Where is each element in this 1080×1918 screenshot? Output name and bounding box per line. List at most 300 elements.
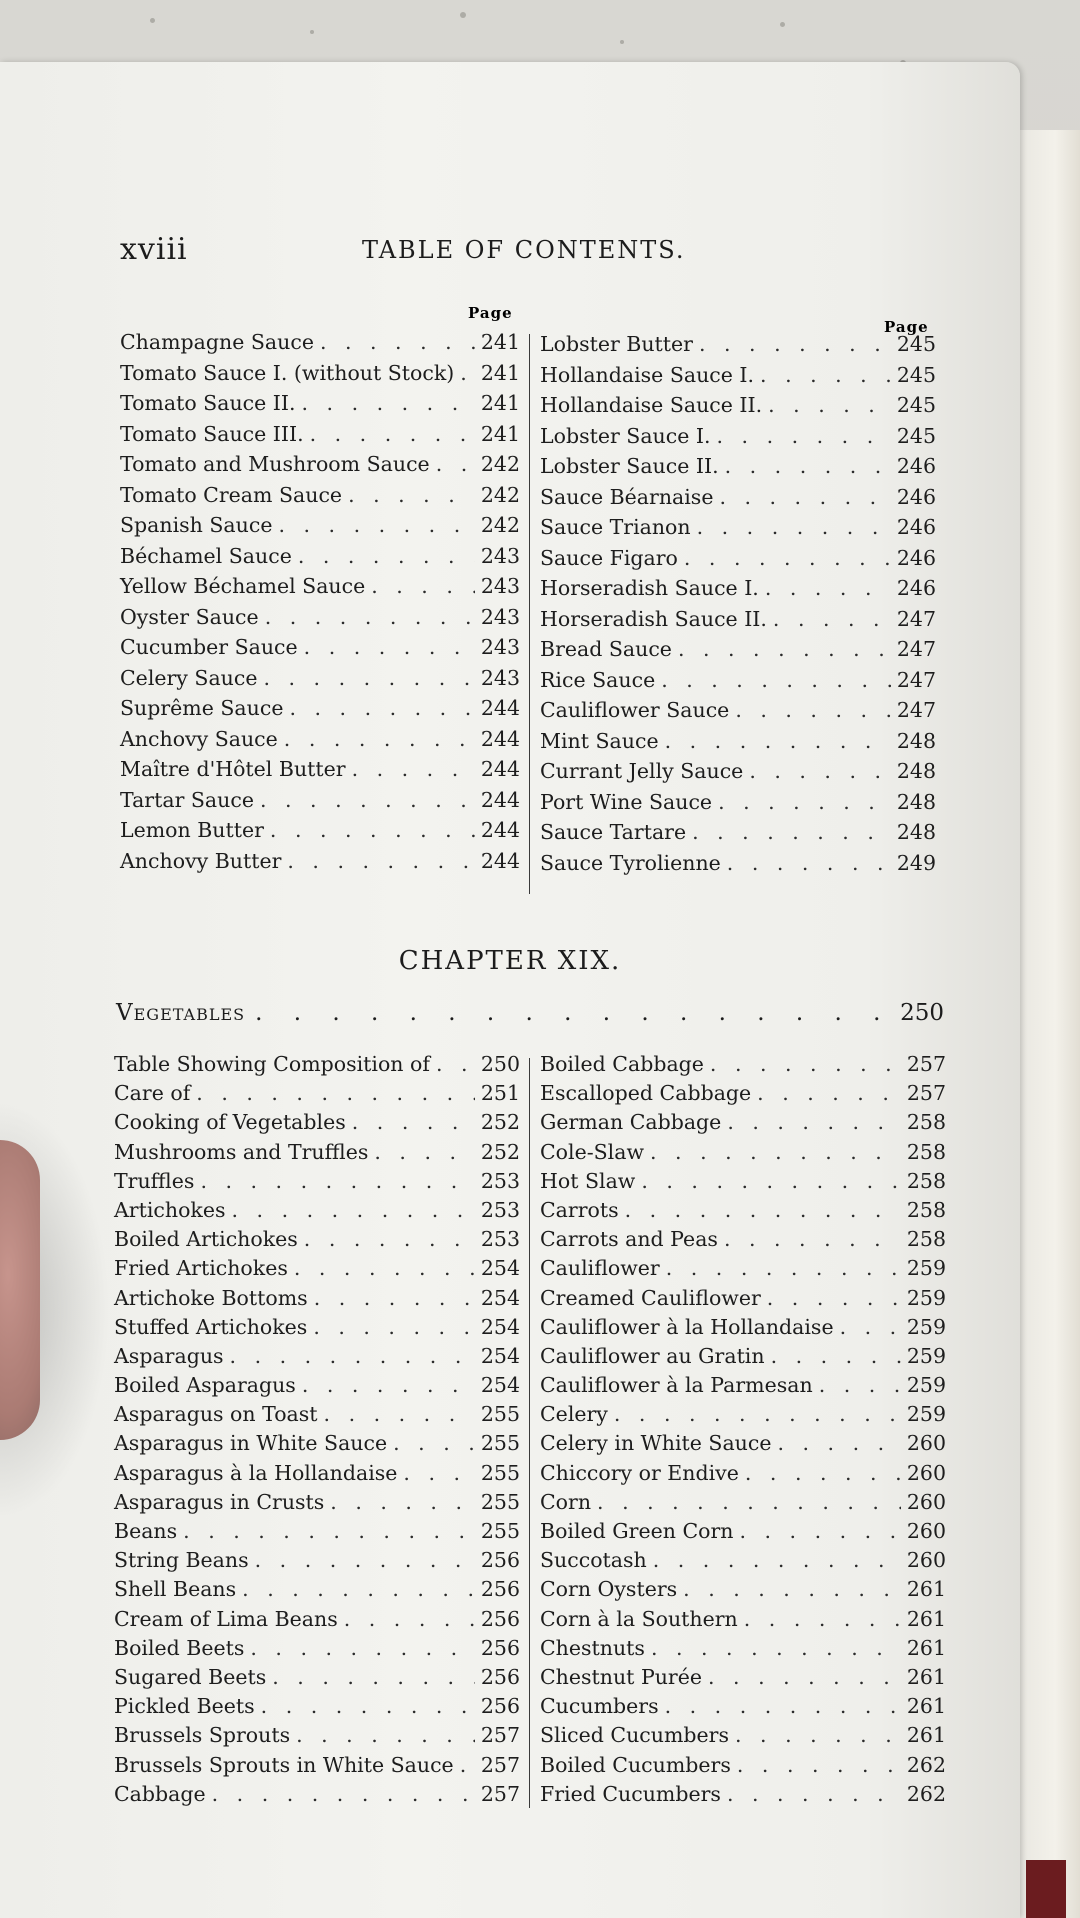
entry-page-number: 258 — [906, 1139, 946, 1164]
speckle — [150, 18, 155, 23]
toc-entry — [540, 1723, 946, 1752]
entry-title: Fried Artichokes — [114, 1256, 288, 1281]
toc-entry — [540, 1198, 946, 1227]
toc-entry — [540, 1169, 946, 1198]
leader-dots — [374, 1140, 474, 1164]
book-cover-edge — [1026, 1860, 1066, 1918]
entry-title: Carrots and Peas — [540, 1227, 718, 1252]
entry-page-number: 261 — [906, 1577, 946, 1602]
entry-title: Rice Sauce — [540, 667, 656, 692]
entry-title: Sauce Figaro — [540, 545, 678, 570]
entry-title: Maître d'Hôtel Butter — [120, 757, 346, 781]
contents-list-sauces-right — [540, 332, 936, 881]
entry-title: Asparagus in White Sauce — [114, 1431, 388, 1456]
toc-entry — [540, 1607, 946, 1636]
leader-dots — [263, 666, 474, 690]
entry-page-number: 248 — [896, 728, 936, 753]
toc-entry — [120, 452, 520, 483]
entry-page-number: 247 — [896, 667, 936, 692]
toc-entry — [120, 574, 520, 605]
toc-entry — [114, 1110, 520, 1139]
entry-page-number: 246 — [896, 576, 936, 600]
entry-page-number: 257 — [480, 1752, 520, 1777]
entry-page-number: 242 — [480, 482, 520, 507]
entry-page-number: 241 — [480, 391, 520, 415]
toc-entry — [114, 1198, 520, 1227]
leader-dots — [614, 1402, 901, 1426]
entry-title: Port Wine Sauce — [540, 789, 713, 814]
entry-page-number: 261 — [906, 1635, 946, 1660]
entry-page-number: 261 — [906, 1723, 946, 1748]
entry-title: Cauliflower — [540, 1256, 660, 1281]
entry-title: Oyster Sauce — [120, 604, 259, 629]
entry-page-number: 245 — [896, 393, 936, 417]
toc-entry — [114, 1782, 520, 1811]
entry-page-number: 246 — [896, 515, 936, 539]
entry-title: Lemon Butter — [120, 818, 264, 842]
entry-page-number: 252 — [480, 1139, 520, 1164]
chapter-heading: Vegetables — [116, 1000, 246, 1026]
toc-entry — [114, 1431, 520, 1460]
entry-page-number: 259 — [906, 1343, 946, 1368]
entry-title: Boiled Beets — [114, 1635, 245, 1660]
entry-title: Mushrooms and Truffles — [114, 1139, 369, 1164]
toc-entry — [540, 729, 936, 760]
entry-title: Horseradish Sauce I. — [540, 576, 759, 600]
toc-entry — [114, 1052, 520, 1081]
page-column-label-left: Page — [468, 304, 513, 322]
entry-title: Hot Slaw — [540, 1168, 636, 1193]
leader-dots — [724, 1227, 901, 1251]
entry-title: Hollandaise Sauce I. — [540, 362, 755, 387]
toc-entry — [540, 1461, 946, 1490]
toc-entry — [540, 332, 936, 363]
entry-page-number: 257 — [906, 1081, 946, 1106]
toc-entry — [540, 1753, 946, 1782]
leader-dots — [773, 607, 891, 631]
entry-page-number: 259 — [906, 1285, 946, 1310]
leader-dots — [661, 668, 891, 692]
entry-page-number: 256 — [480, 1635, 520, 1660]
entry-title: Yellow Béchamel Sauce — [120, 574, 366, 598]
leader-dots — [710, 1052, 901, 1076]
entry-title: Shell Beans — [114, 1577, 237, 1602]
entry-page-number: 255 — [480, 1402, 520, 1427]
leader-dots — [767, 1286, 901, 1310]
leader-dots — [719, 485, 890, 509]
leader-dots — [708, 1665, 901, 1689]
entry-title: Corn Oysters — [540, 1577, 678, 1602]
entry-page-number: 254 — [480, 1256, 520, 1281]
speckle — [310, 30, 314, 34]
entry-page-number: 246 — [896, 545, 936, 570]
entry-title: Boiled Artichokes — [114, 1227, 298, 1252]
entry-title: Cooking of Vegetables — [114, 1110, 346, 1135]
leader-dots — [737, 1753, 901, 1777]
toc-entry — [540, 1344, 946, 1373]
toc-entry — [120, 330, 520, 361]
toc-entry — [540, 363, 936, 394]
toc-entry — [540, 1577, 946, 1606]
entry-title: Sauce Tyrolienne — [540, 850, 721, 875]
toc-entry — [540, 1782, 946, 1811]
entry-page-number: 246 — [896, 454, 936, 478]
toc-entry — [540, 1519, 946, 1548]
entry-page-number: 244 — [480, 787, 520, 812]
column-divider — [529, 1058, 530, 1808]
leader-dots — [314, 1286, 475, 1310]
entry-title: Anchovy Sauce — [120, 726, 278, 751]
leader-dots — [650, 1140, 901, 1164]
entry-title: Asparagus à la Hollandaise — [114, 1460, 398, 1485]
toc-entry — [540, 1431, 946, 1460]
entry-page-number: 243 — [480, 604, 520, 629]
toc-entry — [540, 515, 936, 546]
toc-entry — [540, 454, 936, 485]
entry-title: Lobster Sauce II. — [540, 454, 719, 478]
entry-title: Cauliflower Sauce — [540, 698, 730, 722]
entry-title: Celery — [540, 1402, 608, 1427]
chapter-title: CHAPTER XIX. — [398, 946, 622, 976]
leader-dots — [771, 1344, 901, 1368]
leader-dots — [348, 483, 475, 507]
entry-page-number: 247 — [896, 637, 936, 661]
entry-title: Cucumber Sauce — [120, 635, 298, 659]
entry-page-number: 259 — [906, 1256, 946, 1281]
toc-entry — [540, 698, 936, 729]
leader-dots — [313, 1315, 475, 1339]
leader-dots — [352, 1110, 475, 1134]
toc-entry — [540, 1402, 946, 1431]
entry-page-number: 261 — [906, 1694, 946, 1719]
toc-entry — [114, 1140, 520, 1169]
toc-entry — [120, 361, 520, 392]
toc-entry — [540, 1110, 946, 1139]
toc-entry — [540, 1052, 946, 1081]
entry-page-number: 259 — [906, 1402, 946, 1427]
toc-entry — [540, 1490, 946, 1519]
entry-page-number: 249 — [896, 850, 936, 875]
entry-page-number: 258 — [906, 1227, 946, 1252]
toc-entry — [120, 422, 520, 453]
leader-dots — [735, 698, 891, 722]
toc-entry — [540, 393, 936, 424]
leader-dots — [298, 544, 475, 568]
entry-title: Sliced Cucumbers — [540, 1723, 729, 1748]
leader-dots — [371, 574, 475, 598]
leader-dots — [230, 1344, 475, 1368]
entry-page-number: 244 — [480, 757, 520, 781]
leader-dots — [665, 729, 891, 753]
toc-entry — [540, 607, 936, 638]
entry-page-number: 252 — [480, 1110, 520, 1135]
toc-entry — [120, 544, 520, 575]
toc-entry — [114, 1636, 520, 1665]
leader-dots — [302, 1373, 475, 1397]
entry-title: Tomato Sauce II. — [120, 391, 296, 415]
entry-page-number: 254 — [480, 1373, 520, 1398]
leader-dots — [270, 818, 475, 842]
entry-title: Chestnut Purée — [540, 1664, 702, 1689]
leader-dots — [196, 1081, 475, 1105]
leader-dots — [777, 1431, 900, 1455]
entry-title: Champagne Sauce — [120, 330, 314, 354]
leader-dots — [294, 1256, 475, 1280]
entry-title: Spanish Sauce — [120, 513, 273, 537]
entry-title: Sauce Tartare — [540, 820, 687, 844]
entry-title: Celery in White Sauce — [540, 1431, 772, 1456]
toc-entry — [540, 1315, 946, 1344]
entry-title: Brussels Sprouts in White Sauce — [114, 1752, 454, 1777]
leader-dots — [310, 422, 475, 446]
toc-entry — [540, 759, 936, 790]
entry-page-number: 244 — [480, 848, 520, 873]
entry-page-number: 257 — [480, 1781, 520, 1806]
leader-dots — [183, 1519, 475, 1543]
leader-dots — [697, 515, 891, 539]
toc-entry — [540, 546, 936, 577]
leader-dots — [304, 1227, 475, 1251]
entry-page-number: 245 — [896, 332, 936, 356]
leader-dots — [304, 635, 475, 659]
leader-dots — [725, 454, 891, 478]
entry-page-number: 244 — [480, 818, 520, 842]
toc-entry — [540, 1227, 946, 1256]
leader-dots — [250, 1636, 474, 1660]
entry-title: Boiled Asparagus — [114, 1373, 296, 1398]
leader-dots — [692, 820, 891, 844]
entry-title: Hollandaise Sauce II. — [540, 393, 763, 417]
entry-title: Cole-Slaw — [540, 1139, 645, 1164]
toc-entry — [540, 668, 936, 699]
entry-page-number: 244 — [480, 696, 520, 720]
entry-title: Tomato Cream Sauce — [120, 482, 343, 507]
entry-title: Currant Jelly Sauce — [540, 759, 744, 783]
entry-title: Lobster Butter — [540, 332, 693, 356]
toc-entry — [114, 1723, 520, 1752]
entry-title: Succotash — [540, 1548, 647, 1573]
leader-dots — [320, 330, 475, 354]
leader-dots — [278, 513, 474, 537]
entry-page-number: 254 — [480, 1343, 520, 1368]
leader-dots — [352, 757, 475, 781]
entry-page-number: 256 — [480, 1577, 520, 1602]
toc-entry — [114, 1490, 520, 1519]
entry-page-number: 260 — [906, 1489, 946, 1514]
entry-page-number: 260 — [906, 1548, 946, 1573]
toc-entry — [540, 820, 936, 851]
entry-title: Artichokes — [114, 1197, 226, 1222]
leader-dots — [625, 1198, 901, 1222]
leader-dots — [765, 576, 891, 600]
toc-entry — [114, 1461, 520, 1490]
entry-title: Chiccory or Endive — [540, 1460, 739, 1485]
toc-entry — [120, 391, 520, 422]
entry-title: German Cabbage — [540, 1110, 722, 1135]
entry-page-number: 262 — [906, 1781, 946, 1806]
toc-entry — [540, 1665, 946, 1694]
contents-list-vegetables-left — [114, 1052, 520, 1811]
entry-page-number: 257 — [906, 1052, 946, 1076]
entry-page-number: 243 — [480, 665, 520, 690]
toc-entry — [540, 1256, 946, 1285]
entry-title: Bread Sauce — [540, 637, 672, 661]
entry-page-number: 261 — [906, 1664, 946, 1689]
toc-entry — [114, 1286, 520, 1315]
entry-title: Corn — [540, 1489, 592, 1514]
entry-title: Beans — [114, 1519, 178, 1543]
entry-page-number: 259 — [906, 1314, 946, 1339]
entry-title: Pickled Beets — [114, 1694, 255, 1719]
leader-dots — [296, 1723, 475, 1747]
leader-dots — [212, 1782, 475, 1806]
chapter-heading-row — [116, 1000, 944, 1026]
leader-dots — [261, 1694, 475, 1718]
entry-title: Sauce Trianon — [540, 515, 691, 539]
entry-title: Suprême Sauce — [120, 696, 284, 720]
contents-list-vegetables-right — [540, 1052, 946, 1811]
entry-page-number: 241 — [480, 360, 520, 385]
entry-page-number: 256 — [480, 1548, 520, 1573]
toc-entry — [120, 666, 520, 697]
leader-dots — [260, 788, 475, 812]
toc-entry — [120, 635, 520, 666]
toc-entry — [120, 818, 520, 849]
entry-page-number: 246 — [896, 484, 936, 509]
entry-page-number: 261 — [906, 1606, 946, 1631]
leader-dots — [265, 605, 475, 629]
entry-title: Tomato Sauce III. — [120, 421, 304, 446]
column-divider — [529, 334, 530, 894]
entry-page-number: 245 — [896, 423, 936, 448]
leader-dots — [683, 1577, 901, 1601]
leader-dots — [324, 1402, 475, 1426]
entry-page-number: 254 — [480, 1285, 520, 1310]
toc-entry — [114, 1315, 520, 1344]
entry-page-number: 255 — [480, 1431, 520, 1456]
entry-page-number: 259 — [906, 1373, 946, 1398]
toc-entry — [540, 790, 936, 821]
entry-page-number: 244 — [480, 726, 520, 751]
speckle — [620, 40, 624, 44]
leader-dots — [768, 393, 891, 417]
leader-dots — [678, 637, 891, 661]
speckle — [460, 12, 466, 18]
toc-entry — [114, 1227, 520, 1256]
toc-entry — [114, 1256, 520, 1285]
entry-title: Cucumbers — [540, 1694, 659, 1719]
entry-page-number: 243 — [480, 543, 520, 568]
toc-entry — [120, 757, 520, 788]
entry-page-number: 255 — [480, 1489, 520, 1514]
chapter-heading-page: 250 — [900, 1000, 944, 1026]
entry-title: Celery Sauce — [120, 665, 258, 690]
entry-title: Brussels Sprouts — [114, 1723, 291, 1748]
toc-entry — [540, 851, 936, 882]
leader-dots — [745, 1461, 901, 1485]
entry-title: Creamed Cauliflower — [540, 1285, 761, 1310]
entry-page-number: 247 — [896, 606, 936, 631]
entry-page-number: 245 — [896, 362, 936, 387]
leader-dots — [735, 1723, 901, 1747]
entry-title: Corn à la Southern — [540, 1606, 738, 1631]
entry-page-number: 255 — [480, 1460, 520, 1485]
entry-title: Mint Sauce — [540, 728, 659, 753]
entry-page-number: 260 — [906, 1519, 946, 1543]
entry-title: Truffles — [114, 1168, 195, 1193]
entry-title: Asparagus in Crusts — [114, 1489, 325, 1514]
leader-dots — [232, 1198, 475, 1222]
entry-page-number: 250 — [480, 1052, 520, 1076]
leader-dots — [727, 1782, 901, 1806]
entry-title: Stuffed Artichokes — [114, 1314, 308, 1339]
toc-entry — [540, 637, 936, 668]
leader-dots — [666, 1256, 901, 1280]
toc-entry — [114, 1607, 520, 1636]
leader-dots — [749, 759, 891, 783]
leader-dots — [436, 452, 475, 476]
leader-dots — [760, 363, 891, 387]
toc-entry — [114, 1519, 520, 1548]
toc-entry — [114, 1169, 520, 1198]
toc-entry — [114, 1577, 520, 1606]
leader-dots — [819, 1373, 901, 1397]
entry-page-number: 254 — [480, 1314, 520, 1339]
leader-dots — [641, 1169, 901, 1193]
leader-dots — [717, 424, 891, 448]
entry-title: Asparagus on Toast — [114, 1402, 318, 1427]
entry-title: Table Showing Composition of — [114, 1052, 430, 1076]
entry-title: Asparagus — [114, 1343, 224, 1368]
toc-entry — [540, 1694, 946, 1723]
entry-title: Carrots — [540, 1197, 619, 1222]
entry-title: Artichoke Bottoms — [114, 1285, 308, 1310]
page-column-label-right: Page — [884, 318, 929, 336]
entry-page-number: 260 — [906, 1431, 946, 1456]
entry-title: Anchovy Butter — [120, 848, 282, 873]
entry-page-number: 241 — [480, 330, 520, 354]
page-title: TABLE OF CONTENTS. — [362, 236, 686, 264]
toc-entry — [114, 1344, 520, 1373]
toc-entry — [120, 727, 520, 758]
leader-dots — [653, 1548, 901, 1572]
toc-entry — [540, 1081, 946, 1110]
leader-dots — [393, 1431, 475, 1455]
toc-entry — [540, 1373, 946, 1402]
leader-dots — [597, 1490, 901, 1514]
entry-page-number: 262 — [906, 1752, 946, 1777]
entry-page-number: 256 — [480, 1694, 520, 1719]
entry-page-number: 255 — [480, 1519, 520, 1543]
entry-page-number: 248 — [896, 789, 936, 814]
toc-entry — [540, 1636, 946, 1665]
entry-page-number: 256 — [480, 1664, 520, 1689]
toc-entry — [540, 1140, 946, 1169]
toc-entry — [114, 1694, 520, 1723]
entry-title: Boiled Cucumbers — [540, 1752, 731, 1777]
leader-dots — [403, 1461, 474, 1485]
entry-title: Cauliflower au Gratin — [540, 1343, 765, 1368]
toc-entry — [540, 485, 936, 516]
leader-dots — [460, 1753, 475, 1777]
entry-title: Béchamel Sauce — [120, 543, 292, 568]
entry-title: Sugared Beets — [114, 1664, 267, 1689]
entry-title: Cream of Lima Beans — [114, 1606, 338, 1631]
leader-dots — [460, 361, 475, 385]
toc-entry — [120, 513, 520, 544]
entry-page-number: 243 — [480, 635, 520, 659]
entry-page-number: 256 — [480, 1606, 520, 1631]
